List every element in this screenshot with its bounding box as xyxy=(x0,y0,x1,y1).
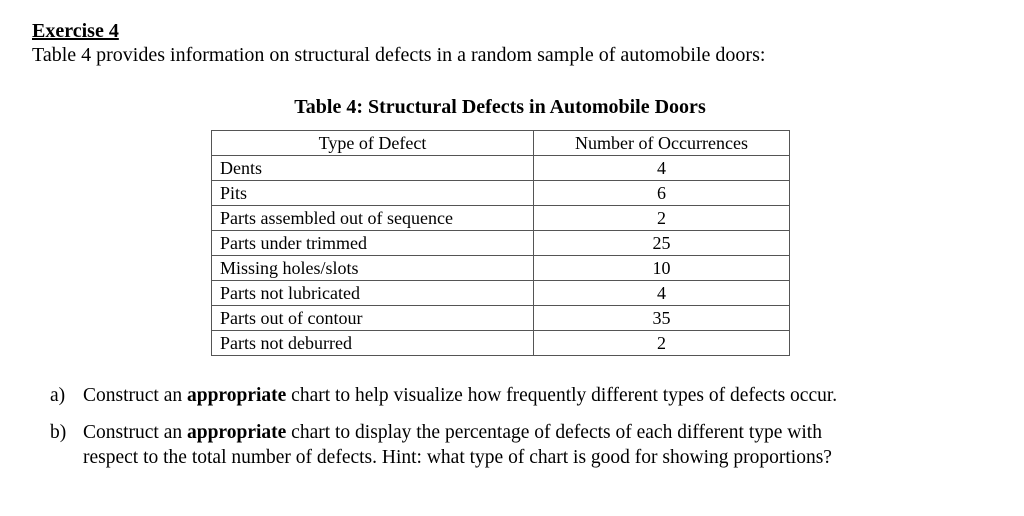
defect-type: Parts not lubricated xyxy=(212,281,534,306)
question-a-pre: Construct an xyxy=(83,385,187,406)
defects-table xyxy=(211,130,790,356)
occurrence-count: 4 xyxy=(534,156,790,181)
question-a-bold: appropriate xyxy=(186,385,287,406)
question-b-pre: Construct an xyxy=(83,422,187,443)
defect-type: Parts assembled out of sequence xyxy=(212,206,534,231)
header-count: Number of Occurrences xyxy=(534,131,790,156)
question-b-label: b) xyxy=(50,422,67,443)
table-row xyxy=(212,306,790,331)
exercise-heading: Exercise 4 xyxy=(32,20,119,42)
defect-type: Parts out of contour xyxy=(212,306,534,331)
occurrence-count: 2 xyxy=(534,331,790,356)
question-b-line2: respect to the total number of defects. Hint: what type of chart is good for showing proportions? xyxy=(83,447,832,468)
defect-type: Pits xyxy=(212,181,534,206)
header-type: Type of Defect xyxy=(212,131,534,156)
table-row xyxy=(212,281,790,306)
table-row xyxy=(212,231,790,256)
question-b-text xyxy=(83,420,822,445)
table-row xyxy=(212,181,790,206)
occurrence-count: 35 xyxy=(534,306,790,331)
table-caption: Table 4: Structural Defects in Automobile Doors xyxy=(294,96,706,118)
defect-type: Parts under trimmed xyxy=(212,231,534,256)
occurrence-count: 4 xyxy=(534,281,790,306)
occurrence-count: 25 xyxy=(534,231,790,256)
question-a-post: chart to help visualize how frequently different types of defects occur. xyxy=(286,385,838,406)
question-a-label: a) xyxy=(50,385,66,406)
table-header-row xyxy=(212,131,790,156)
occurrence-count: 6 xyxy=(534,181,790,206)
defect-type: Missing holes/slots xyxy=(212,256,534,281)
table-row xyxy=(212,331,790,356)
occurrence-count: 10 xyxy=(534,256,790,281)
question-a-text xyxy=(83,383,837,408)
intro-text: Table 4 provides information on structural defects in a random sample of automobile doors: xyxy=(32,44,766,66)
table-row xyxy=(212,156,790,181)
table-row xyxy=(212,256,790,281)
question-b-bold: appropriate xyxy=(186,422,287,443)
table-row xyxy=(212,206,790,231)
defect-type: Dents xyxy=(212,156,534,181)
occurrence-count: 2 xyxy=(534,206,790,231)
question-b-post: chart to display the percentage of defects of each different type with xyxy=(286,422,822,443)
defect-type: Parts not deburred xyxy=(212,331,534,356)
